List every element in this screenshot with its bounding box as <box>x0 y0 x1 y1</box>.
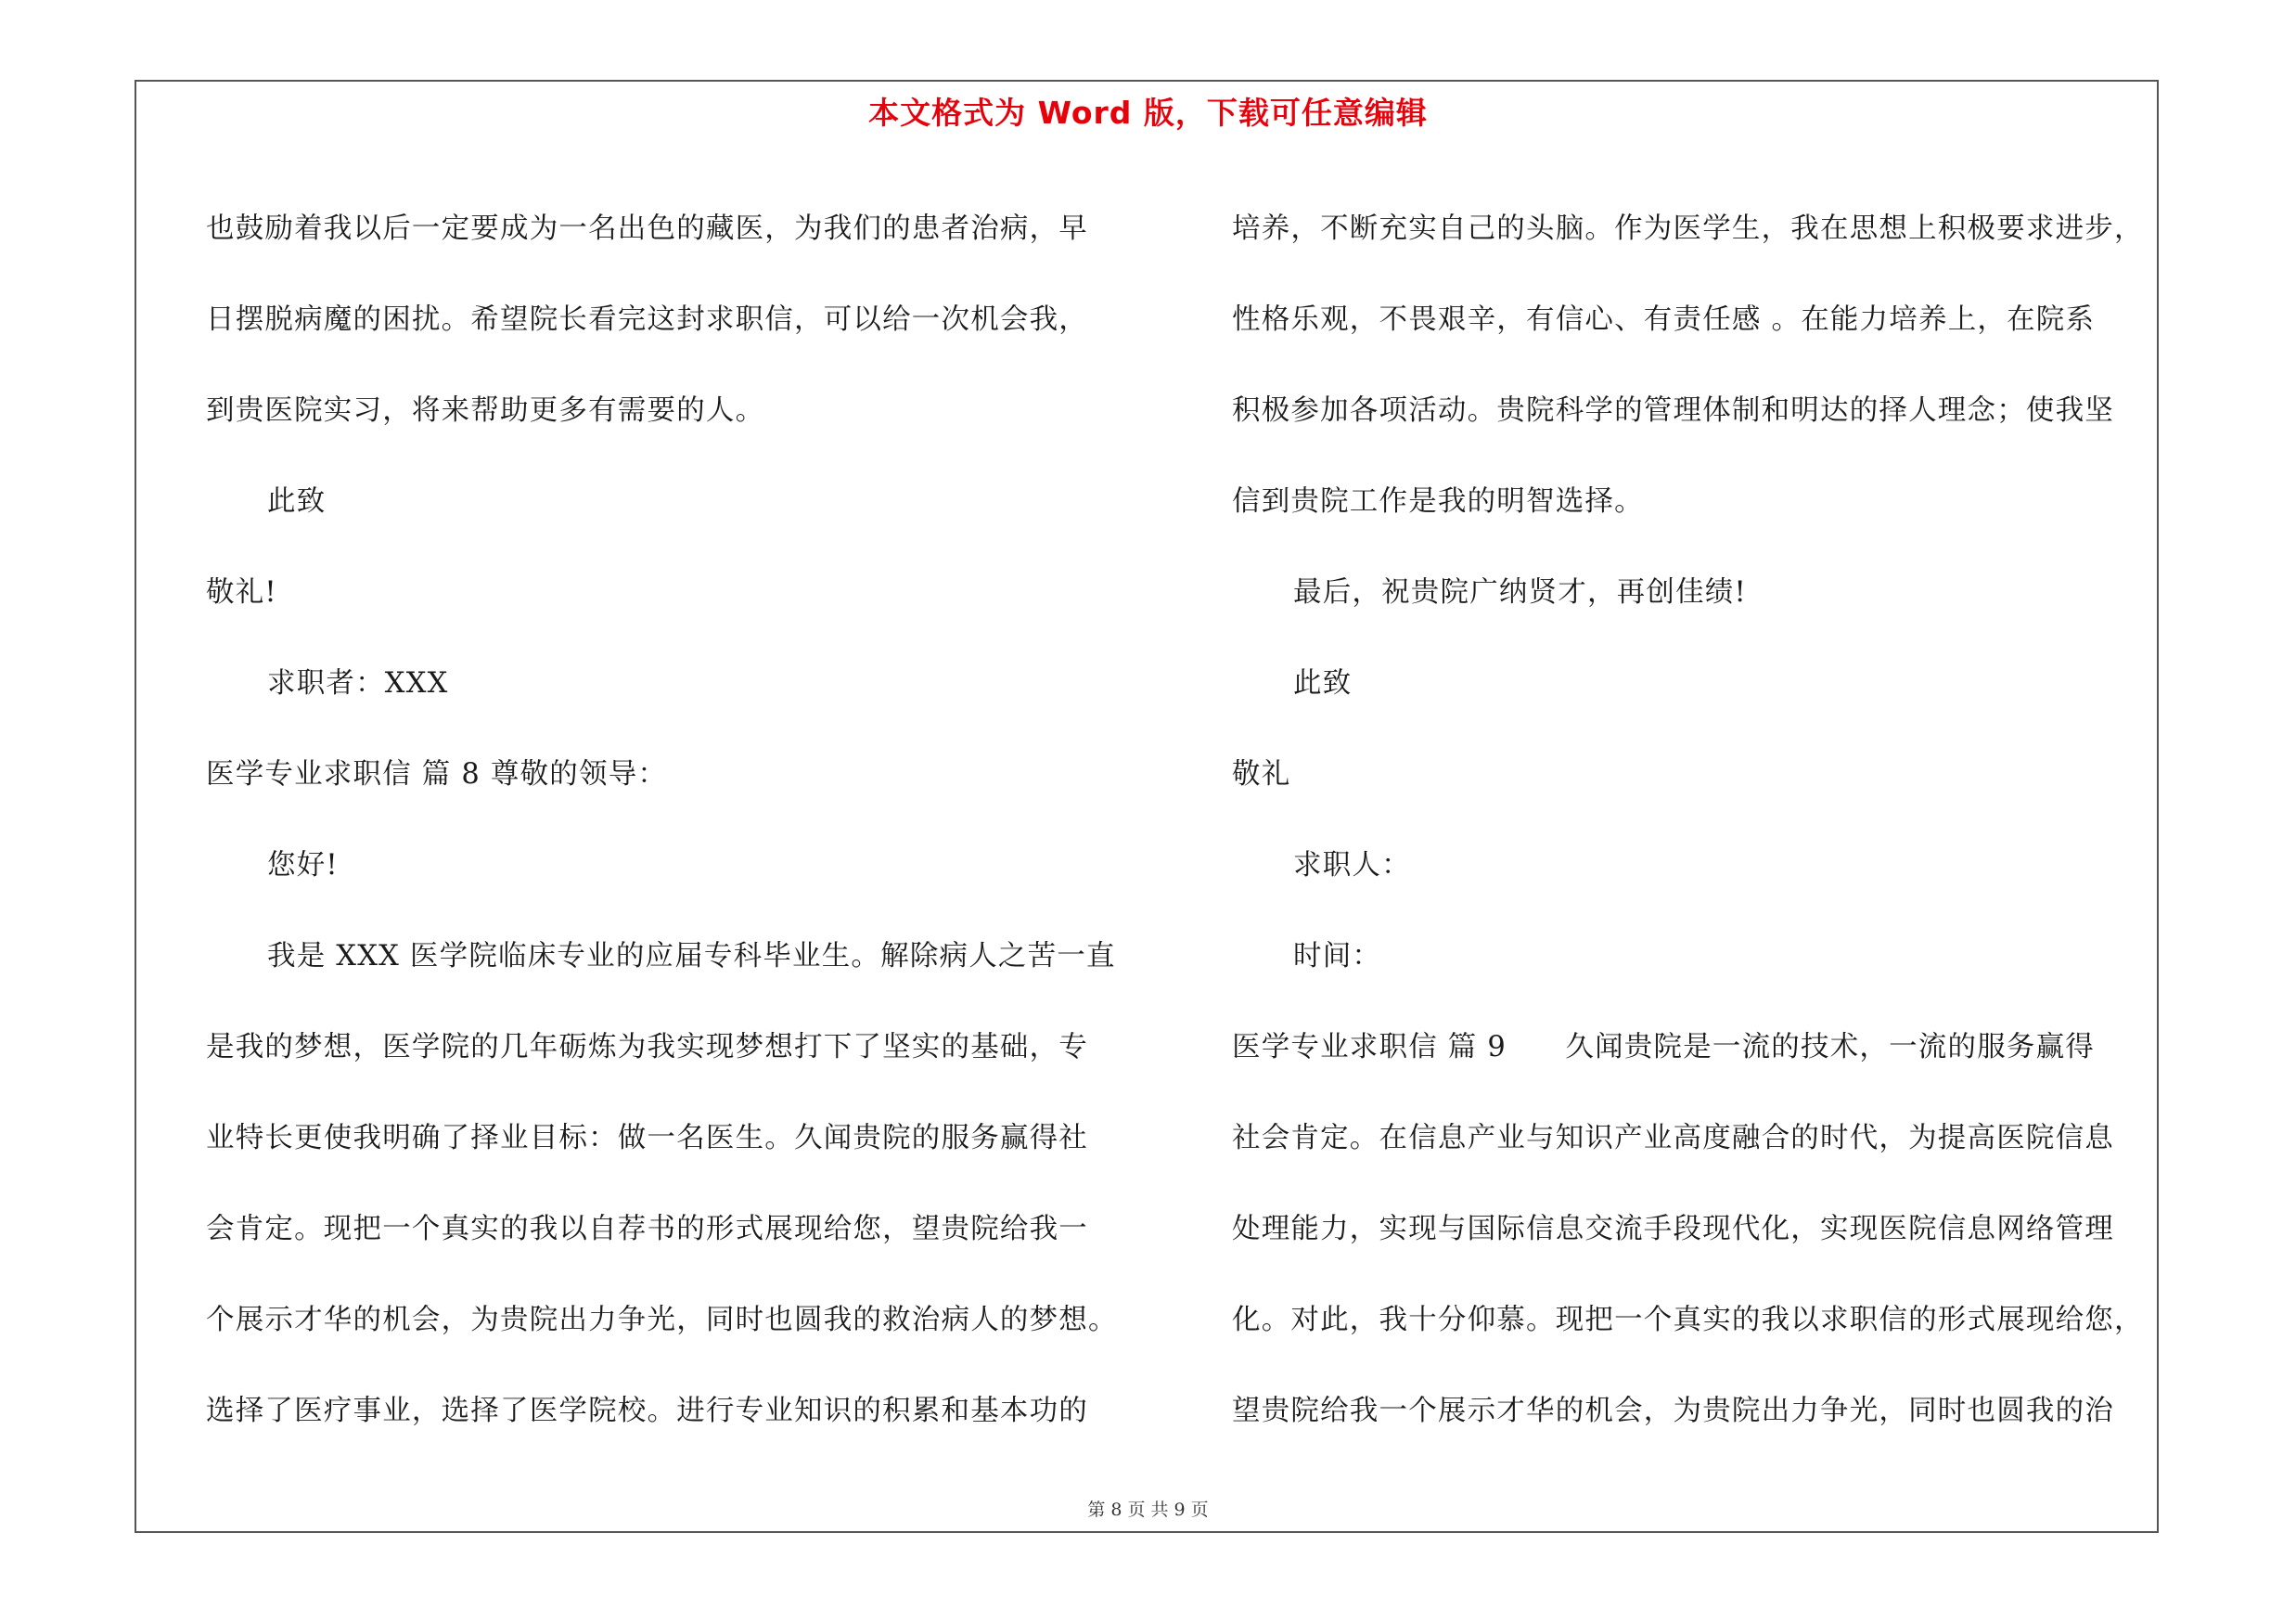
paragraph-line: 望贵院给我一个展示才华的机会，为贵院出力争光，同时也圆我的治 <box>1232 1395 2114 1427</box>
paragraph-line: 此致 <box>267 485 327 518</box>
paragraph-line: 积极参加各项活动。贵院科学的管理体制和明达的择人理念；使我坚 <box>1232 394 2114 427</box>
paragraph-line: 性格乐观，不畏艰辛，有信心、有责任感 。在能力培养上，在院系 <box>1232 303 2096 336</box>
paragraph-line: 个展示才华的机会，为贵院出力争光，同时也圆我的救治病人的梦想。 <box>206 1304 1118 1336</box>
paragraph-line: 您好! <box>267 849 339 882</box>
paragraph-line: 求职者：XXX <box>267 667 449 700</box>
right-text-column <box>1232 184 2160 1457</box>
paragraph-line: 选择了医疗事业，选择了医学院校。进行专业知识的积累和基本功的 <box>206 1395 1088 1427</box>
paragraph-line: 此致 <box>1293 667 1353 700</box>
paragraph-line: 我是 XXX 医学院临床专业的应届专科毕业生。解除病人之苦一直 <box>267 940 1116 973</box>
paragraph-line: 最后，祝贵院广纳贤才，再创佳绩! <box>1293 576 1747 609</box>
paragraph-line: 培养，不断充实自己的头脑。作为医学生，我在思想上积极要求进步， <box>1232 213 2144 245</box>
paragraph-line: 是我的梦想，医学院的几年砺炼为我实现梦想打下了坚实的基础，专 <box>206 1031 1088 1063</box>
paragraph-line: 业特长更使我明确了择业目标：做一名医生。久闻贵院的服务赢得社 <box>206 1122 1088 1154</box>
paragraph-line: 也鼓励着我以后一定要成为一名出色的藏医，为我们的患者治病，早 <box>206 213 1088 245</box>
paragraph-line: 会肯定。现把一个真实的我以自荐书的形式展现给您，望贵院给我一 <box>206 1213 1088 1245</box>
paragraph-line: 敬礼 <box>1232 758 1291 791</box>
section-heading-line: 医学专业求职信 篇 9 久闻贵院是一流的技术，一流的服务赢得 <box>1232 1031 2095 1063</box>
paragraph-line: 求职人： <box>1293 849 1411 882</box>
left-text-column <box>206 184 1134 1457</box>
paragraph-line: 日摆脱病魔的困扰。希望院长看完这封求职信，可以给一次机会我， <box>206 303 1088 336</box>
paragraph-line: 信到贵院工作是我的明智选择。 <box>1232 485 1644 518</box>
word-format-banner: 本文格式为 Word 版，下载可任意编辑 <box>868 95 1428 131</box>
paragraph-line: 到贵医院实习，将来帮助更多有需要的人。 <box>206 394 765 427</box>
paragraph-line: 社会肯定。在信息产业与知识产业高度融合的时代，为提高医院信息 <box>1232 1122 2114 1154</box>
paragraph-line: 处理能力，实现与国际信息交流手段现代化，实现医院信息网络管理 <box>1232 1213 2114 1245</box>
paragraph-line: 化。对此，我十分仰慕。现把一个真实的我以求职信的形式展现给您， <box>1232 1304 2144 1336</box>
paragraph-line: 时间： <box>1293 940 1382 973</box>
section-heading-line: 医学专业求职信 篇 8 尊敬的领导： <box>206 758 668 791</box>
page-number-footer: 第 8 页 共 9 页 <box>1087 1500 1209 1520</box>
paragraph-line: 敬礼! <box>206 576 277 609</box>
